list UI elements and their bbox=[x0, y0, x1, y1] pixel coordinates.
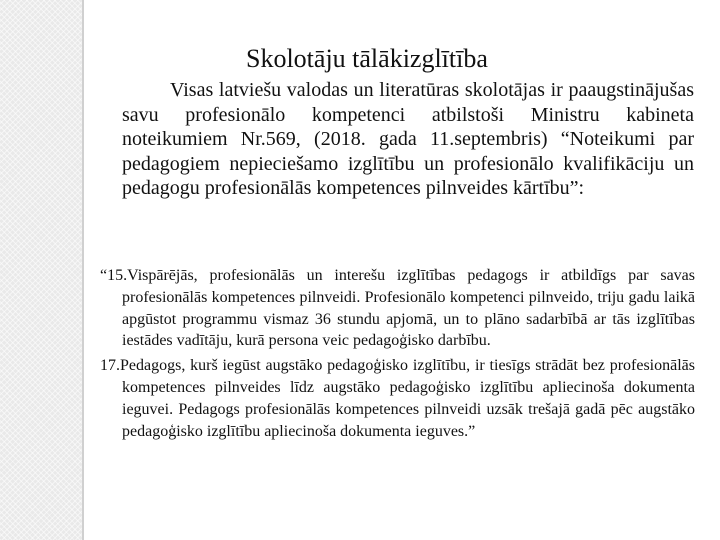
slide-title: Skolotāju tālākizglītība bbox=[246, 44, 488, 73]
side-band-edge bbox=[82, 0, 84, 540]
regulation-point-15: “15.Vispārējās, profesionālās un interešu izglītības pedagogs ir atbildīgs par savas profesionālās kompetences pilnveidi. Profesionālo kompetenci pilnveido, triju gadu laikā apgūstot programmu vismaz 36 stundu apjomā, un to plāno sadarbībā ar tās izglītības iestādes vadītāju, kurā persona veic pedagoģisko darbību. bbox=[100, 267, 695, 350]
regulation-quote bbox=[100, 265, 695, 445]
regulation-point-17: 17.Pedagogs, kurš iegūst augstāko pedagoģisko izglītību, ir tiesīgs strādāt bez profesionālās kompetences pilnveides līdz augstāko pedagoģisko izglītību apliecinoša dokumenta ieguvei. Pedagogs profesionālās kompetences pilnveidi uzsāk trešajā gadā pēc augstāko pedagoģisko izglītību apliecinoša dokumenta ieguves.” bbox=[100, 357, 695, 440]
intro-paragraph: Visas latviešu valodas un literatūras skolotājas ir paaugstinājušas savu profesionālo kompetenci atbilstoši Ministru kabineta noteikumiem Nr.569, (2018. gada 11.septembris) “Noteikumi par pedagogiem nepieciešamo izglītību un profesionālo kvalifikāciju un pedagogu profesionālās kompetences pilnveides kārtību”: bbox=[122, 79, 694, 199]
decorative-side-band bbox=[0, 0, 82, 540]
